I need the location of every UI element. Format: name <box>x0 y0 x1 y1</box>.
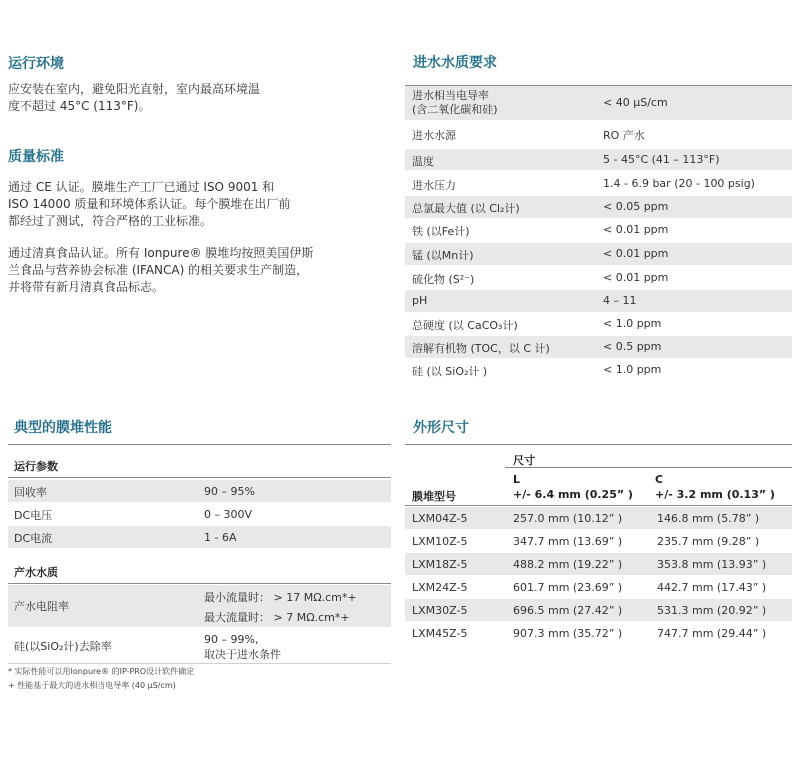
table-row: LXM04Z-5 257.0 mm (10.12” ) 146.8 mm (5.78” ) <box>405 507 792 529</box>
table-row: LXM45Z-5 907.3 mm (35.72” ) 747.7 mm (29.44” ) <box>412 627 767 640</box>
col-l-header: L +/- 6.4 mm (0.25” ) <box>513 473 633 501</box>
model-header: 膜堆型号 <box>412 490 456 503</box>
footnote-ip-pro: * 实际性能可以用Ionpure® 的IP-PRO设计软件确定 <box>8 667 195 676</box>
table-row: 硫化物 (S²⁻) < 0.01 ppm <box>412 271 669 286</box>
table-row: LXM18Z-5 488.2 mm (19.22” ) 353.8 mm (13.93” ) <box>405 553 792 575</box>
table-row: 硅(以SiO₂计)去除率 90 – 99%, 取决于进水条件 <box>14 633 281 661</box>
operating-environment-heading: 运行环境 <box>8 56 64 72</box>
table-row: 进水压力 1.4 - 6.9 bar (20 - 100 psig) <box>412 177 755 192</box>
dimensions-rule <box>405 444 792 445</box>
table-row: pH 4 – 11 <box>405 290 792 312</box>
table-row: 溶解有机物 (TOC，以 C 计) < 0.5 ppm <box>405 336 792 358</box>
performance-rule <box>8 444 391 445</box>
table-row: 总硬度 (以 CaCO₃计) < 1.0 ppm <box>412 317 662 332</box>
quality-standard-para-2: 通过清真食品认证。所有 Ionpure® 膜堆均按照美国伊斯 兰食品与营养协会标准 (IFANCA) 的相关要求生产制造， 并将带有新月清真食品标志。 <box>8 246 314 294</box>
table-row: 总氯最大值 (以 Cl₂计) < 0.05 ppm <box>405 196 792 218</box>
operating-params-rule <box>8 477 391 478</box>
col-c-header: C +/- 3.2 mm (0.13” ) <box>655 473 775 501</box>
size-header: 尺寸 <box>513 454 535 467</box>
table-row: DC电压 0 – 300V <box>14 508 253 522</box>
table-row: 锰 (以Mn计) < 0.01 ppm <box>405 243 792 265</box>
table-row: 产水电阻率 最小流量时： > 17 MΩ.cm*+ 最大流量时： > 7 MΩ.cm*+ <box>8 585 391 627</box>
table-row: DC电流 1 - 6A <box>8 526 391 548</box>
table-row: LXM10Z-5 347.7 mm (13.69” ) 235.7 mm (9.28” ) <box>412 535 760 548</box>
footnote-conductivity: + 性能基于最大的进水相当电导率 (40 μS/cm) <box>8 681 176 690</box>
product-water-rule <box>8 583 391 584</box>
table-row: 铁 (以Fe计) < 0.01 ppm <box>412 223 669 238</box>
performance-bottom-rule <box>8 663 391 664</box>
operating-params-subheading: 运行参数 <box>14 460 58 473</box>
table-row: 进水水源 RO 产水 <box>412 129 645 142</box>
operating-environment-text: 应安装在室内，避免阳光直射，室内最高环境温 度不超过 45°C (113°F)。 <box>8 82 261 113</box>
dimensions-header-rule <box>405 505 792 506</box>
table-row: 硅 (以 SiO₂计 ) < 1.0 ppm <box>412 363 662 378</box>
size-header-rule <box>505 467 792 468</box>
quality-standard-heading: 质量标准 <box>8 149 64 165</box>
table-row: LXM24Z-5 601.7 mm (23.69” ) 442.7 mm (17.43” ) <box>412 581 767 594</box>
table-row: LXM30Z-5 696.5 mm (27.42” ) 531.3 mm (20.92” ) <box>405 599 792 621</box>
feed-water-heading: 进水水质要求 <box>413 55 497 71</box>
table-row: 温度 5 - 45°C (41 – 113°F) <box>405 149 792 170</box>
performance-heading: 典型的膜堆性能 <box>14 420 112 436</box>
product-water-subheading: 产水水质 <box>14 566 58 579</box>
table-row: 回收率 90 – 95% <box>8 480 391 502</box>
table-row: 进水相当电导率 (含二氧化碳和硅) < 40 μS/cm <box>405 86 792 120</box>
dimensions-heading: 外形尺寸 <box>413 420 469 436</box>
quality-standard-para-1: 通过 CE 认证。膜堆生产工厂已通过 ISO 9001 和 ISO 14000 质量和环境体系认证。每个膜堆在出厂前 都经过了测试，符合严格的工业标准。 <box>8 180 291 228</box>
